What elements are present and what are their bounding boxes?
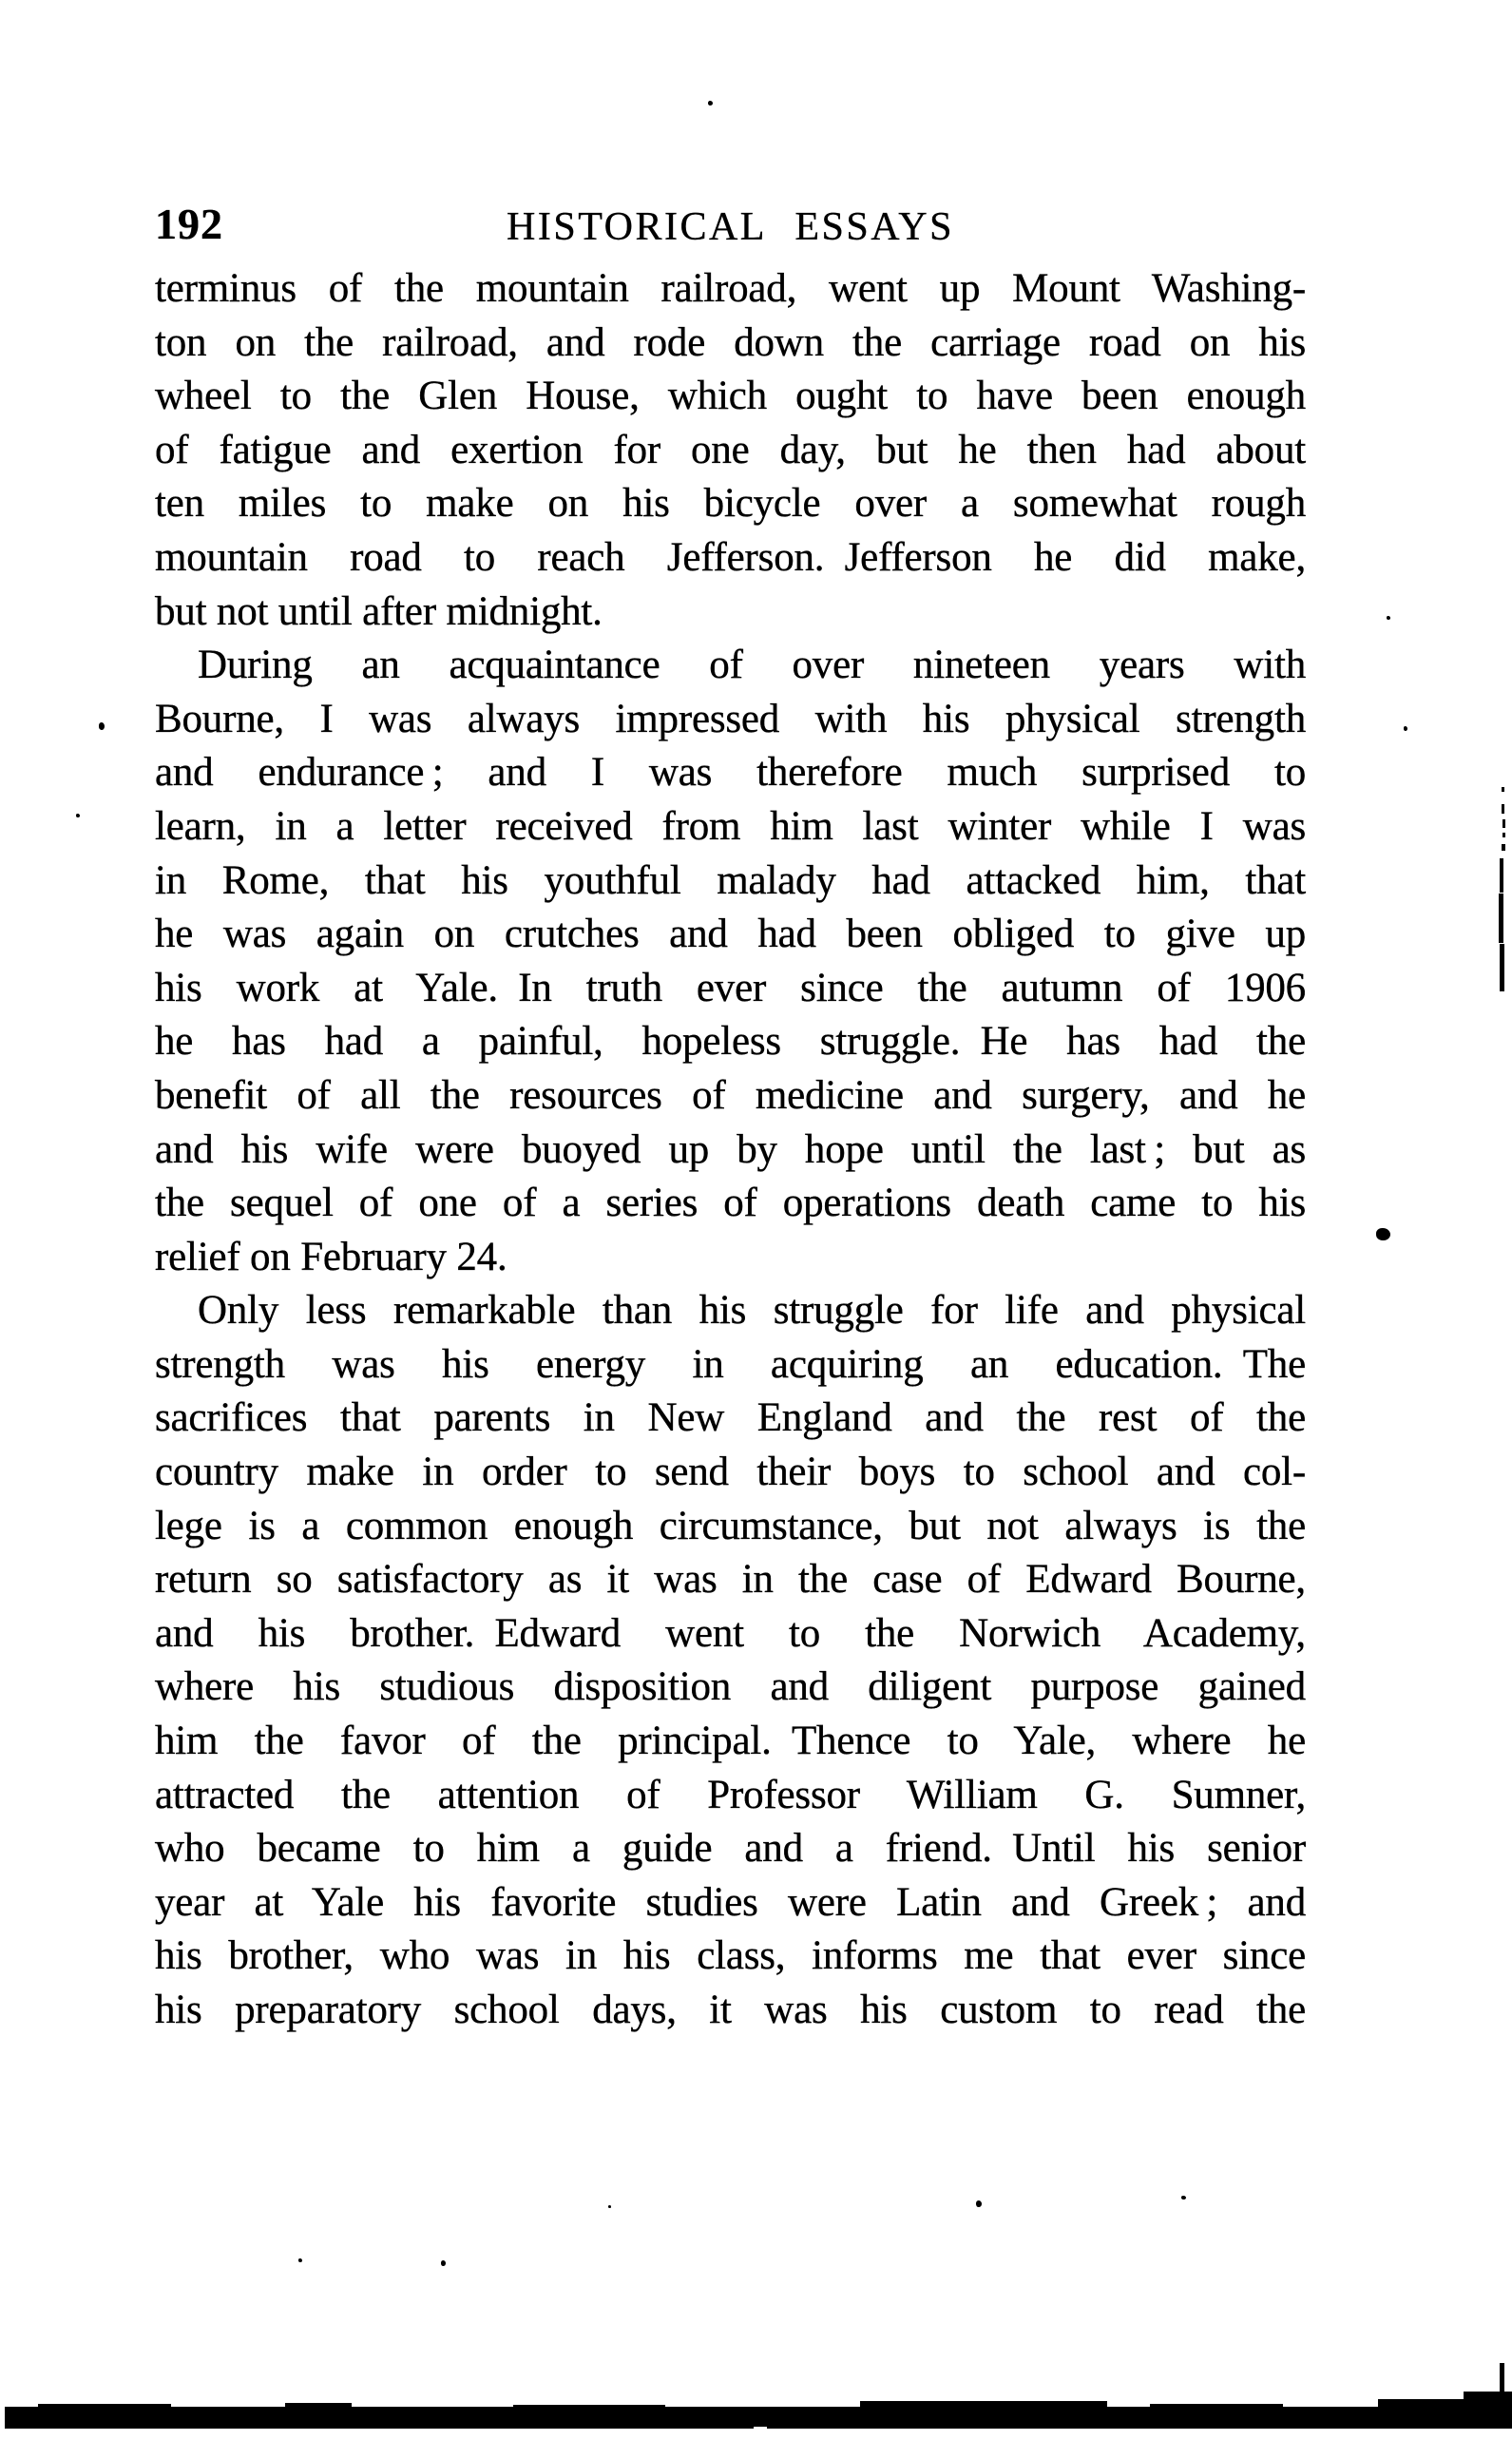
text-line-p3-l13: his brother, who was in his class, informs me that ever since bbox=[155, 1933, 1306, 1979]
bottom-scan-bar-edge bbox=[38, 2404, 171, 2408]
bottom-scan-bar-edge bbox=[285, 2403, 352, 2408]
text-line-p2-l6: he was again on crutches and had been obliged to give up bbox=[155, 912, 1306, 957]
text-line-p3-l5: lege is a common enough circumstance, but not always is the bbox=[155, 1503, 1306, 1548]
margin-bullet-artifact bbox=[1376, 1228, 1390, 1240]
right-edge-scan-line bbox=[1502, 819, 1505, 828]
scan-speck bbox=[298, 2258, 302, 2262]
text-line-p3-l4: country make in order to send their boys to school and col- bbox=[155, 1450, 1306, 1495]
text-line-p1-l6: mountain road to reach Jefferson. Jefferson he did make, bbox=[155, 534, 1306, 580]
text-line-p1-l1: terminus of the mountain railroad, went up Mount Washing- bbox=[155, 266, 1306, 311]
text-line-p2-l3: and endurance ; and I was therefore much surprised to bbox=[155, 750, 1306, 796]
text-line-p2-l11: the sequel of one of a series of operations death came to his bbox=[155, 1181, 1306, 1226]
page-number: 192 bbox=[155, 200, 223, 248]
text-line-p1-l5: ten miles to make on his bicycle over a somewhat rough bbox=[155, 481, 1306, 527]
text-line-p1-l4: of fatigue and exertion for one day, but he then had about bbox=[155, 427, 1306, 472]
text-line-p3-l10: attracted the attention of Professor William G. Sumner, bbox=[155, 1772, 1306, 1817]
bottom-scan-bar-edge bbox=[513, 2405, 665, 2408]
running-header-title: HISTORICAL ESSAYS bbox=[507, 205, 954, 249]
scan-speck bbox=[608, 2205, 611, 2208]
text-line-p1-l2: ton on the railroad, and rode down the carriage road on his bbox=[155, 319, 1306, 365]
right-edge-scan-line bbox=[1502, 804, 1504, 814]
text-line-p3-l9: him the favor of the principal. Thence to Yale, where he bbox=[155, 1719, 1306, 1764]
bottom-scan-bar-edge bbox=[860, 2401, 1107, 2408]
bottom-scan-bar-tick bbox=[1500, 2363, 1504, 2393]
text-line-p2-l1: During an acquaintance of over nineteen years with bbox=[198, 643, 1306, 688]
text-line-p3-l12: year at Yale his favorite studies were Latin and Greek ; and bbox=[155, 1879, 1306, 1925]
scan-speck bbox=[441, 2260, 446, 2266]
scan-speck bbox=[1181, 2196, 1186, 2200]
right-edge-scan-line bbox=[1502, 833, 1505, 837]
right-edge-scan-line bbox=[1500, 858, 1503, 893]
right-edge-scan-line bbox=[1502, 844, 1505, 851]
text-line-p1-l7: but not until after midnight. bbox=[155, 588, 603, 634]
text-line-p3-l8: where his studious disposition and diligent purpose gained bbox=[155, 1664, 1306, 1710]
bottom-scan-bar-edge bbox=[1150, 2404, 1283, 2408]
text-line-p2-l2: Bourne, I was always impressed with his physical strength bbox=[155, 696, 1306, 741]
text-line-p3-l1: Only less remarkable than his struggle for life and physical bbox=[198, 1288, 1306, 1334]
text-line-p2-l7: his work at Yale. In truth ever since the autumn of 1906 bbox=[155, 965, 1306, 1010]
text-line-p2-l4: learn, in a letter received from him last winter while I was bbox=[155, 803, 1306, 849]
text-line-p2-l9: benefit of all the resources of medicine and surgery, and he bbox=[155, 1072, 1306, 1118]
text-line-p3-l14: his preparatory school days, it was his custom to read the bbox=[155, 1988, 1306, 2032]
scan-speck bbox=[976, 2200, 982, 2207]
text-line-p3-l7: and his brother. Edward went to the Norwich Academy, bbox=[155, 1610, 1306, 1656]
text-line-p1-l3: wheel to the Glen House, which ought to have been enough bbox=[155, 374, 1306, 419]
scan-speck bbox=[1404, 726, 1407, 731]
text-line-p3-l11: who became to him a guide and a friend. Until his senior bbox=[155, 1826, 1306, 1872]
right-edge-scan-line bbox=[1500, 944, 1504, 991]
text-line-p2-l8: he has had a painful, hopeless struggle. He has had the bbox=[155, 1019, 1306, 1065]
right-edge-scan-line bbox=[1502, 787, 1504, 792]
bottom-scan-bar bbox=[5, 2407, 1512, 2429]
text-line-p3-l2: strength was his energy in acquiring an education. The bbox=[155, 1341, 1306, 1387]
body-text bbox=[155, 262, 1306, 2038]
text-line-p2-l12: relief on February 24. bbox=[155, 1234, 507, 1279]
bottom-scan-bar-notch bbox=[754, 2427, 767, 2430]
scan-speck bbox=[76, 814, 80, 817]
scan-speck bbox=[708, 101, 713, 106]
text-line-p2-l5: in Rome, that his youthful malady had attacked him, that bbox=[155, 857, 1306, 903]
scan-speck bbox=[1387, 616, 1390, 620]
text-line-p3-l3: sacrifices that parents in New England and the rest of the bbox=[155, 1395, 1306, 1441]
bottom-scan-bar-edge bbox=[1464, 2392, 1512, 2408]
right-edge-scan-line bbox=[1499, 893, 1503, 943]
text-line-p2-l10: and his wife were buoyed up by hope until the last ; but as bbox=[155, 1126, 1306, 1172]
text-line-p3-l6: return so satisfactory as it was in the case of Edward Bourne, bbox=[155, 1557, 1306, 1603]
scan-speck bbox=[99, 722, 105, 730]
